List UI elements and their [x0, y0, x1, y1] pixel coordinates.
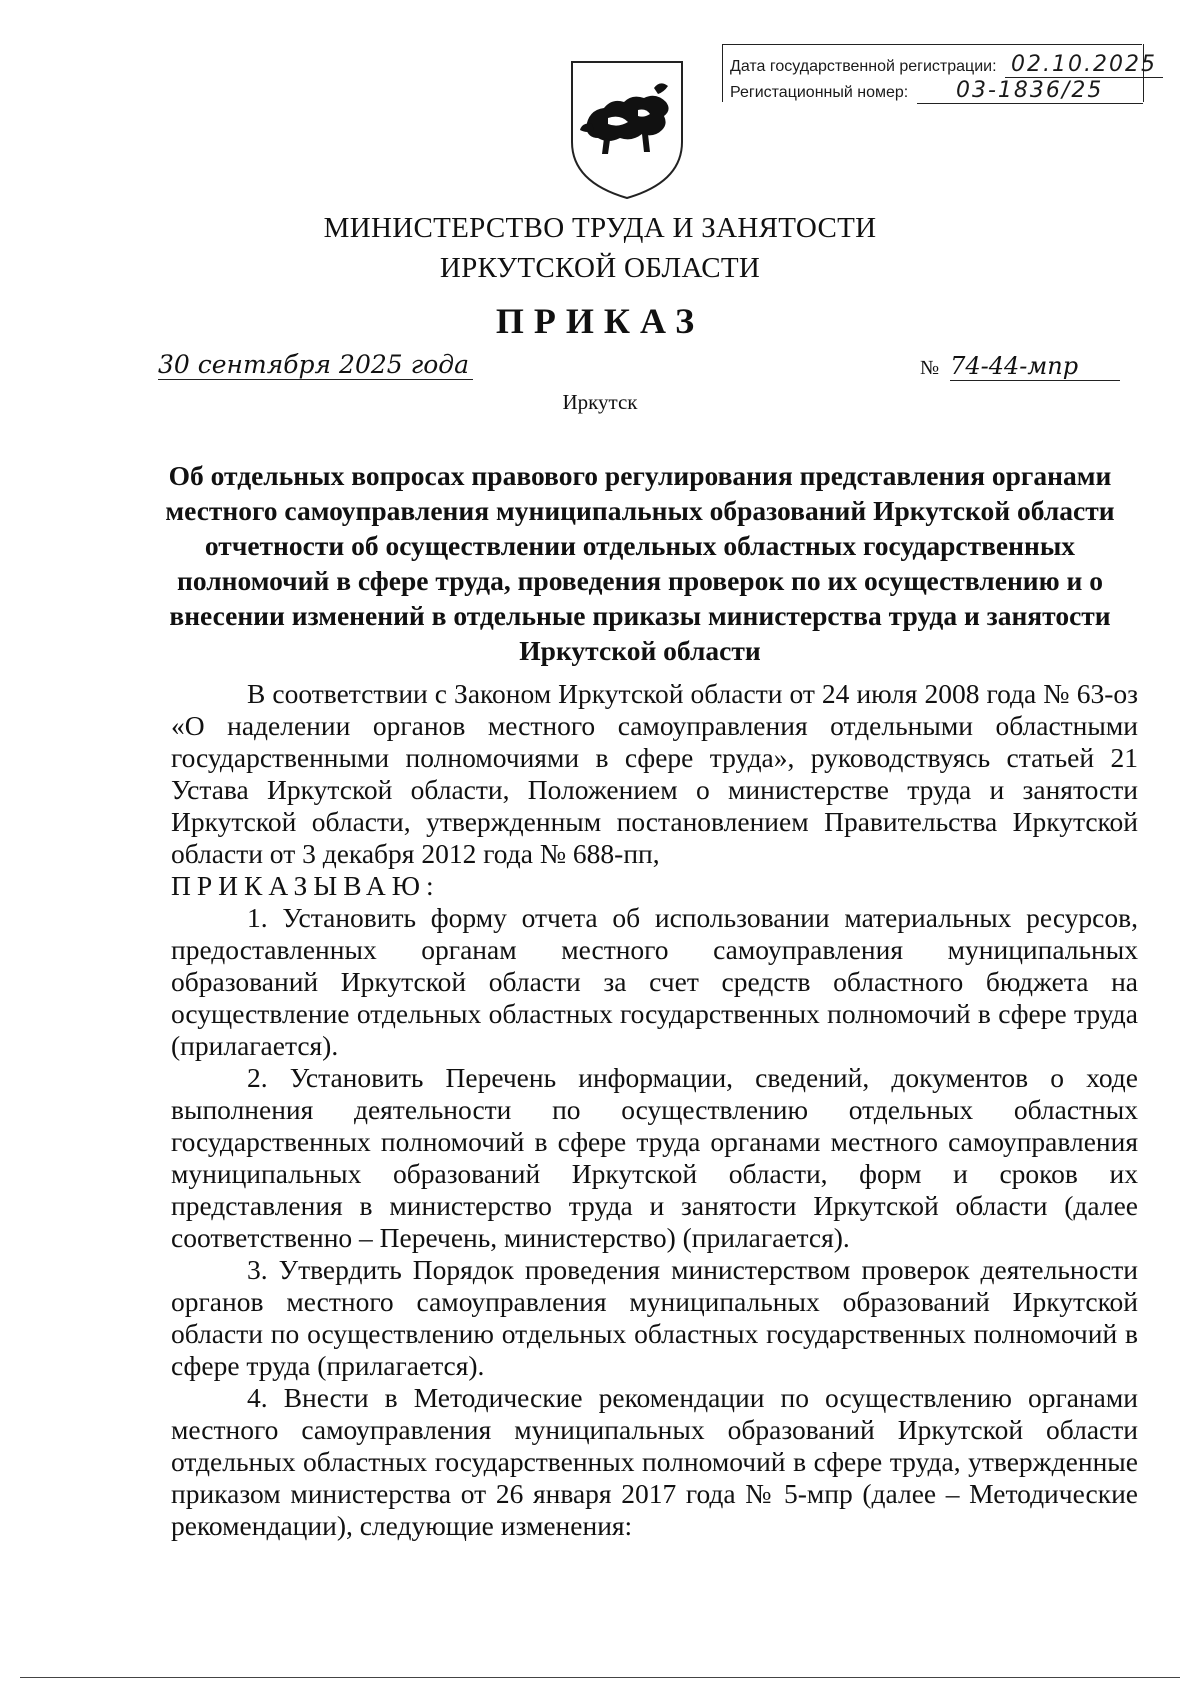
document-body — [171, 678, 1138, 1542]
registration-number-label: Регистационный номер: — [730, 84, 909, 101]
order-number-value: 74-44-мпр — [950, 352, 1120, 381]
document-type-title: ПРИКАЗ — [495, 301, 705, 341]
city-name: Иркутск — [562, 390, 638, 414]
order-word: ПРИКАЗЫВАЮ: — [171, 870, 440, 901]
document-heading: Об отдельных вопросах правового регулирования представления органами местного самоуправления муниципальных образований Иркутской области отчетности об осуществлении отдельных областных государственных полномочий в сфере труда, проведения проверок по их осуществлению и о внесении изменений в отдельные приказы министерства труда и занятости Иркутской области — [165, 460, 1115, 666]
ministry-name-line-2: ИРКУТСКОЙ ОБЛАСТИ — [439, 252, 761, 284]
stamp-border-left — [722, 44, 723, 102]
registration-date-line — [730, 52, 1163, 78]
stamp-border-top — [722, 44, 1142, 45]
order-item-4: 4. Внести в Методические рекомендации по осуществлению органами местного самоуправления муниципальных образований Иркутской области отдельных областных государственных полномочий в сфере труда, утвержденные приказом министерства от 26 января 2017 года № 5-мпр (далее – Методические рекомендации), следующие изменения: — [171, 1382, 1138, 1541]
order-item-2: 2. Установить Перечень информации, сведений, документов о ходе выполнения деятельности по осуществлению отдельных областных государственных полномочий в сфере труда органами местного самоуправления муниципальных образований Иркутской области, форм и сроков их представления в министерство труда и занятости Иркутской области (далее соответственно – Перечень, министерство) (прилагается). — [171, 1062, 1138, 1253]
ministry-name-line-1: МИНИСТЕРСТВО ТРУДА И ЗАНЯТОСТИ — [323, 212, 877, 244]
registration-stamp — [722, 44, 1157, 106]
order-date: 30 сентября 2025 года — [158, 350, 473, 380]
irkutsk-coat-of-arms-icon — [568, 58, 686, 202]
order-number — [920, 352, 1120, 381]
registration-number-line — [730, 78, 1143, 104]
registration-date-value: 02.10.2025 — [1005, 52, 1163, 78]
preamble-paragraph: В соответствии с Законом Иркутской области от 24 июля 2008 года № 63-оз «О наделении органов местного самоуправления отдельными областными государственными полномочиями в сфере труда», руководствуясь статьей 21 Устава Иркутской области, Положением о министерстве труда и занятости Иркутской области, утвержденным постановлением Правительства Иркутской области от 3 декабря 2012 года № 688-пп, — [171, 678, 1138, 869]
page-bottom-rule — [20, 1677, 1180, 1678]
order-item-1: 1. Установить форму отчета об использовании материальных ресурсов, предоставленных органам местного самоуправления муниципальных образований Иркутской области за счет средств областного бюджета на осуществление отдельных областных государственных полномочий в сфере труда (прилагается). — [171, 902, 1138, 1061]
order-number-sign: № — [920, 357, 940, 379]
registration-number-value: 03-1836/25 — [917, 78, 1143, 104]
registration-date-label: Дата государственной регистрации: — [730, 58, 997, 75]
order-item-3: 3. Утвердить Порядок проведения министерством проверок деятельности органов местного самоуправления муниципальных образований Иркутской области по осуществлению отдельных областных государственных полномочий в сфере труда (прилагается). — [171, 1254, 1138, 1381]
